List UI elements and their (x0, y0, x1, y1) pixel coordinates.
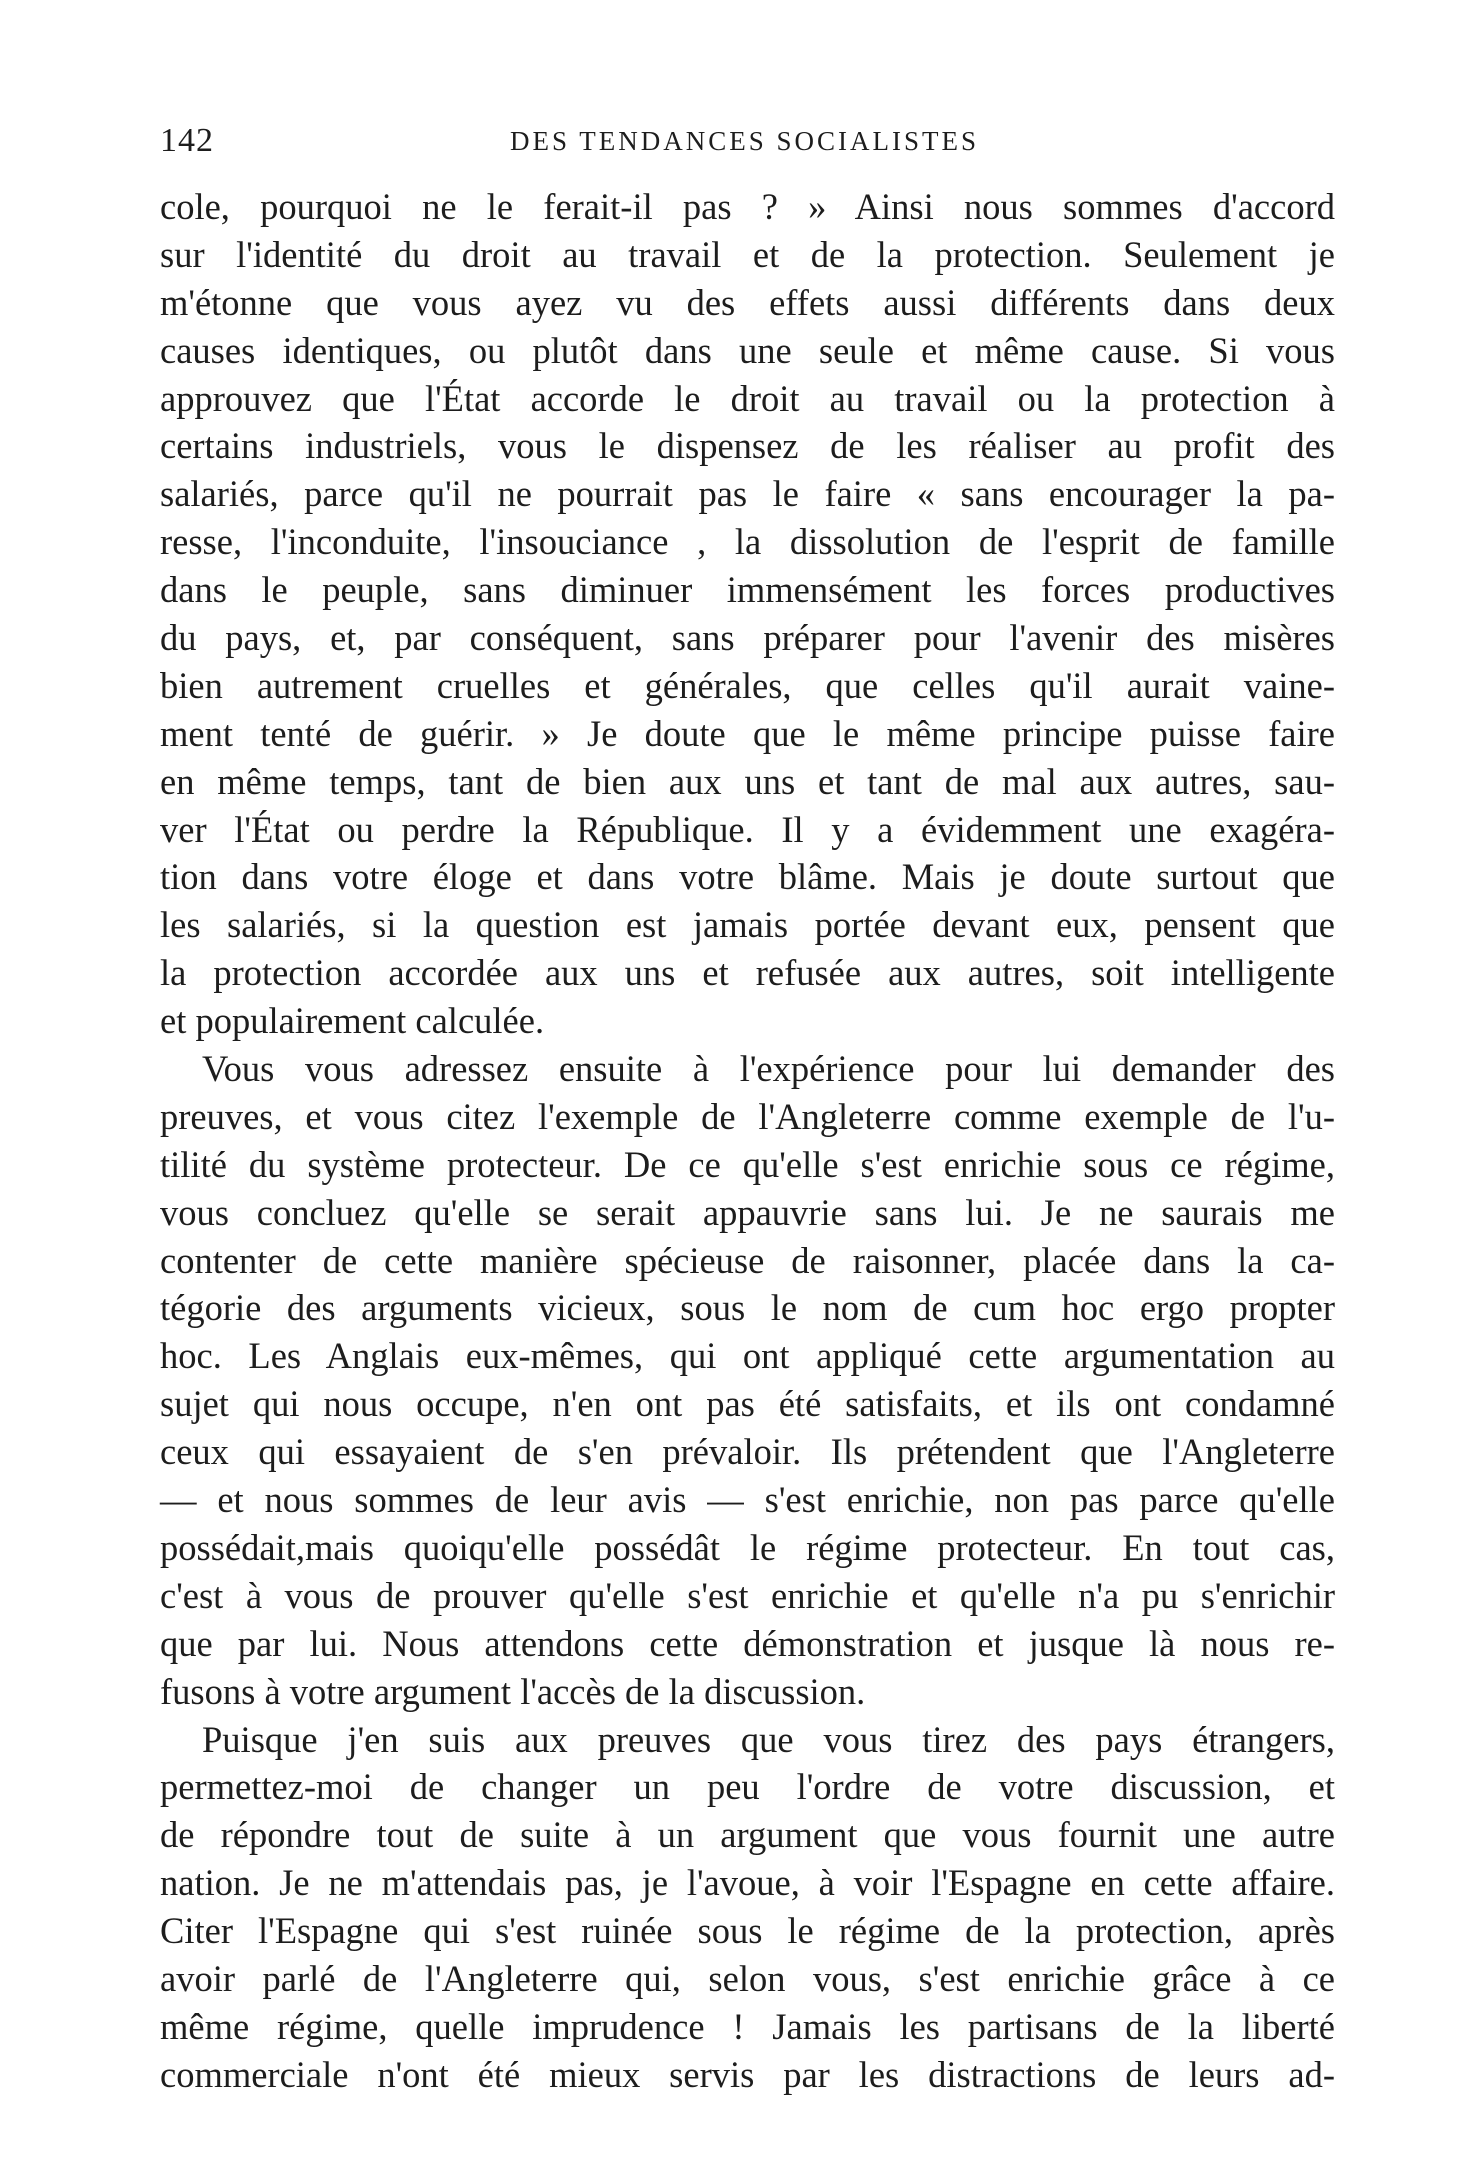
text-line: approuvez que l'État accorde le droit au travail ou la protection à (160, 377, 1335, 419)
text-line: Citer l'Espagne qui s'est ruinée sous le régime de la protection, après (160, 1910, 1335, 1952)
text-line: bien autrement cruelles et générales, que celles qu'il aurait vaine- (160, 664, 1335, 706)
text-line: même régime, quelle imprudence ! Jamais les partisans de la liberté (160, 2005, 1335, 2047)
text-line: hoc. Les Anglais eux-mêmes, qui ont appliqué cette argumentation au (160, 1335, 1335, 1377)
body-text (160, 183, 1335, 2099)
text-line: certains industriels, vous le dispensez de les réaliser au profit des (160, 425, 1335, 467)
text-line: tilité du système protecteur. De ce qu'elle s'est enrichie sous ce régime, (160, 1143, 1335, 1185)
text-line: causes identiques, ou plutôt dans une seule et même cause. Si vous (160, 329, 1335, 371)
text-line: commerciale n'ont été mieux servis par les distractions de leurs ad- (160, 2053, 1335, 2095)
text-line: Vous vous adressez ensuite à l'expérience pour lui demander des (202, 1048, 1335, 1090)
text-line: de répondre tout de suite à un argument que vous fournit une autre (160, 1814, 1335, 1856)
text-line: ceux qui essayaient de s'en prévaloir. Ils prétendent que l'Angleterre (160, 1431, 1335, 1473)
text-line: vous concluez qu'elle se serait appauvrie sans lui. Je ne saurais me (160, 1191, 1335, 1233)
text-line: fusons à votre argument l'accès de la discussion. (160, 1670, 866, 1712)
text-line: les salariés, si la question est jamais portée devant eux, pensent que (160, 904, 1335, 946)
text-line: en même temps, tant de bien aux uns et tant de mal aux autres, sau- (160, 760, 1335, 802)
text-line: possédait,mais quoiqu'elle possédât le régime protecteur. En tout cas, (160, 1526, 1335, 1568)
text-line: sur l'identité du droit au travail et de la protection. Seulement je (160, 233, 1335, 275)
text-line: la protection accordée aux uns et refusée aux autres, soit intelligente (160, 952, 1335, 994)
text-line: tion dans votre éloge et dans votre blâme. Mais je doute surtout que (160, 856, 1335, 898)
text-line: ment tenté de guérir. » Je doute que le même principe puisse faire (160, 712, 1335, 754)
text-line: contenter de cette manière spécieuse de raisonner, placée dans la ca- (160, 1239, 1335, 1281)
text-line: dans le peuple, sans diminuer immensément les forces productives (160, 569, 1335, 611)
text-line: — et nous sommes de leur avis — s'est enrichie, non pas parce qu'elle (160, 1479, 1335, 1521)
text-line: m'étonne que vous ayez vu des effets aussi différents dans deux (160, 281, 1335, 323)
text-line: permettez-moi de changer un peu l'ordre de votre discussion, et (160, 1766, 1335, 1808)
text-line: ver l'État ou perdre la République. Il y a évidemment une exagéra- (160, 808, 1335, 850)
text-line: nation. Je ne m'attendais pas, je l'avoue, à voir l'Espagne en cette affaire. (160, 1862, 1335, 1904)
text-line: resse, l'inconduite, l'insouciance , la dissolution de l'esprit de famille (160, 521, 1335, 563)
text-line: cole, pourquoi ne le ferait-il pas ? » Ainsi nous sommes d'accord (160, 186, 1335, 227)
page-header (160, 122, 1335, 166)
text-line: Puisque j'en suis aux preuves que vous tirez des pays étrangers, (202, 1718, 1335, 1760)
text-line: et populairement calculée. (160, 1000, 545, 1042)
text-line: c'est à vous de prouver qu'elle s'est enrichie et qu'elle n'a pu s'enrichir (160, 1574, 1335, 1616)
text-line: du pays, et, par conséquent, sans préparer pour l'avenir des misères (160, 617, 1335, 659)
text-line: tégorie des arguments vicieux, sous le nom de cum hoc ergo propter (160, 1287, 1335, 1329)
text-line: avoir parlé de l'Angleterre qui, selon vous, s'est enrichie grâce à ce (160, 1957, 1335, 1999)
page-number: 142 (160, 122, 214, 159)
text-line: sujet qui nous occupe, n'en ont pas été satisfaits, et ils ont condamné (160, 1383, 1335, 1425)
running-head: DES TENDANCES SOCIALISTES (510, 126, 980, 156)
text-line: preuves, et vous citez l'exemple de l'Angleterre comme exemple de l'u- (160, 1095, 1335, 1137)
text-line: salariés, parce qu'il ne pourrait pas le faire « sans encourager la pa- (160, 473, 1335, 515)
text-line: que par lui. Nous attendons cette démonstration et jusque là nous re- (160, 1622, 1335, 1664)
